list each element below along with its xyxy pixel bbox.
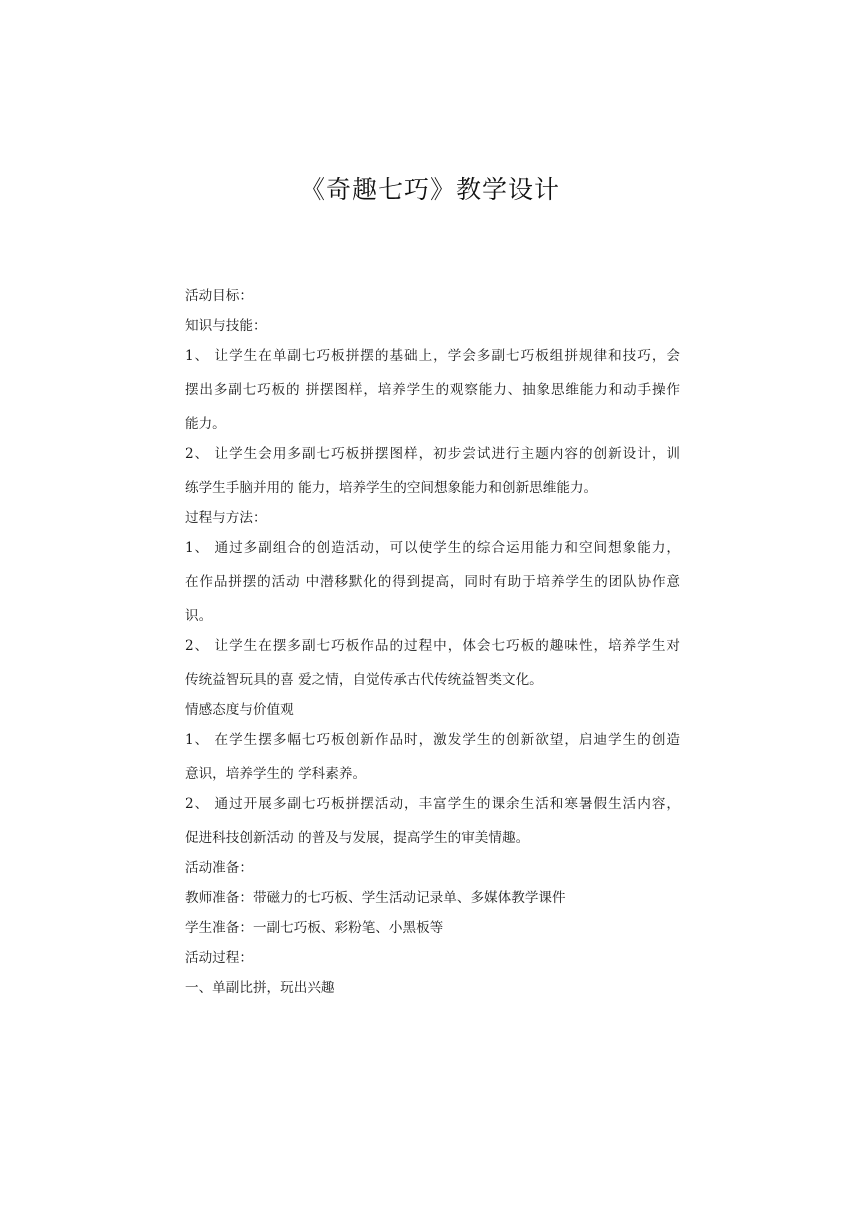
- paragraph-line: 能力。: [185, 416, 226, 432]
- paragraph-line: 识。: [185, 608, 213, 624]
- paragraph-line: 练学生手脑并用的 能力，培养学生的空间想象能力和创新思维能力。: [185, 480, 598, 496]
- paragraph-line: 促进科技创新活动 的普及与发展，提高学生的审美情趣。: [185, 830, 530, 846]
- paragraph-line: 意识，培养学生的 学科素养。: [185, 766, 367, 782]
- paragraph-line: 1、 在学生摆多幅七巧板创新作品时，激发学生的创新欲望，启迪学生的创造: [185, 732, 680, 748]
- teacher-preparation: 教师准备：带磁力的七巧板、学生活动记录单、多媒体教学课件: [185, 890, 566, 906]
- paragraph-line: 2、 让学生会用多副七巧板拼摆图样，初步尝试进行主题内容的创新设计，训: [185, 446, 680, 462]
- paragraph-line: 2、 通过开展多副七巧板拼摆活动，丰富学生的课余生活和寒暑假生活内容，: [185, 796, 680, 812]
- heading-activity-preparation: 活动准备：: [185, 860, 253, 876]
- subheading-process-methods: 过程与方法：: [185, 510, 267, 526]
- paragraph-line: 1、 让学生在单副七巧板拼摆的基础上，学会多副七巧板组拼规律和技巧，会: [185, 348, 680, 364]
- paragraph-line: 2、 让学生在摆多副七巧板作品的过程中，体会七巧板的趣味性，培养学生对: [185, 638, 680, 654]
- paragraph-line: 在作品拼摆的活动 中潜移默化的得到提高，同时有助于培养学生的团队协作意: [185, 574, 680, 590]
- paragraph-line: 1、 通过多副组合的创造活动，可以使学生的综合运用能力和空间想象能力，: [185, 540, 680, 556]
- heading-activity-process: 活动过程：: [185, 950, 253, 966]
- paragraph-line: 传统益智玩具的喜 爱之情，自觉传承古代传统益智类文化。: [185, 672, 543, 688]
- subheading-emotion-values: 情感态度与价值观: [185, 702, 294, 718]
- section-heading-step-one: 一、单副比拼，玩出兴趣: [185, 980, 335, 996]
- document-body: [185, 285, 680, 1007]
- subheading-knowledge-skills: 知识与技能：: [185, 318, 267, 334]
- document-title: 《奇趣七巧》教学设计: [299, 175, 560, 204]
- paragraph-line: 摆出多副七巧板的 拼摆图样，培养学生的观察能力、抽象思维能力和动手操作: [185, 382, 680, 398]
- heading-activity-goals: 活动目标：: [185, 288, 253, 304]
- student-preparation: 学生准备：一副七巧板、彩粉笔、小黑板等: [185, 920, 444, 936]
